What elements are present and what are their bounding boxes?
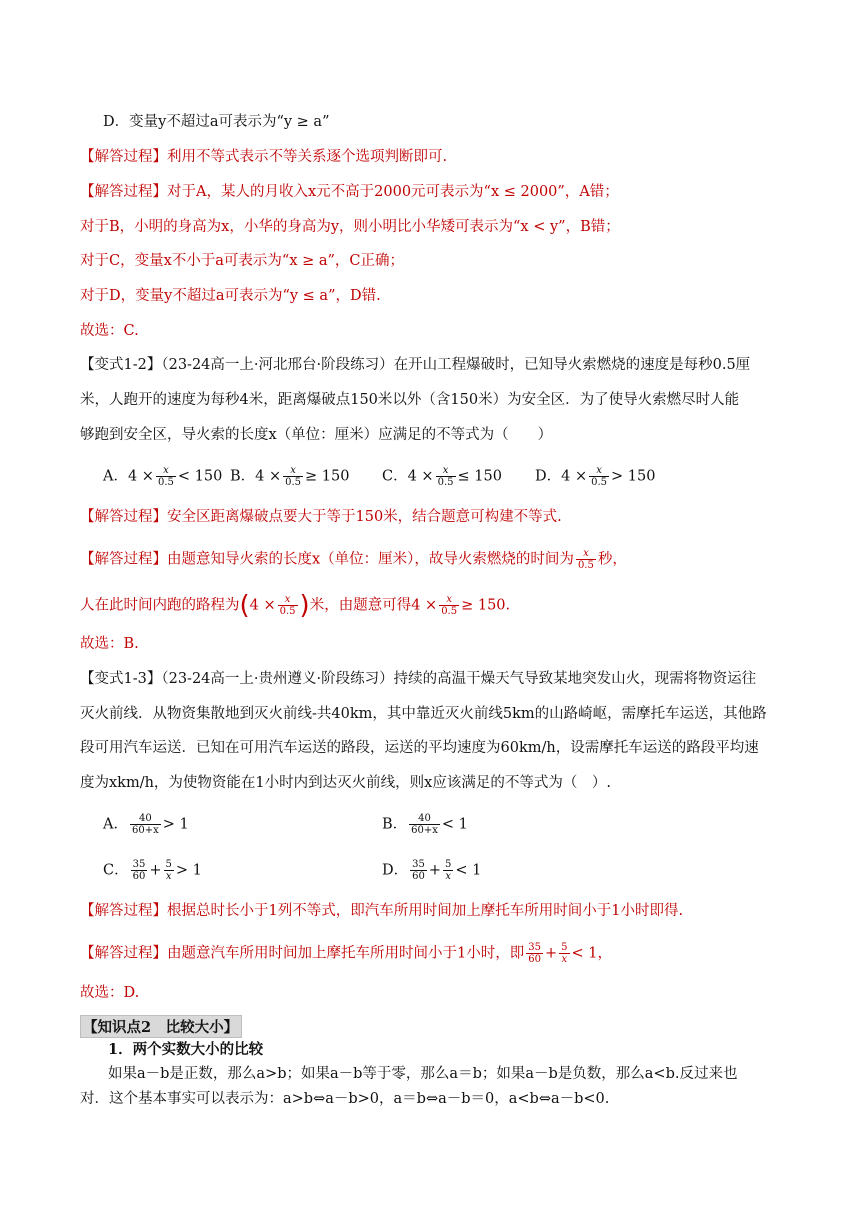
analysis-line-1: 【解答过程】利用不等式表示不等关系逐个选项判断即可. xyxy=(80,149,448,165)
fraction: $\frac{35}{60}$ xyxy=(412,859,425,882)
q3-option-b[interactable]: B． $\frac{40}{60+x}$ < 1 xyxy=(382,813,468,836)
fraction: $\frac{35}{60}$ xyxy=(132,859,146,882)
question-2-line-3: 够跑到安全区，导火索的长度x（单位：厘米）应满足的不等式为（ ） xyxy=(80,427,553,443)
solution-line-1c: 对于C，变量x不小于a可表示为“x ≥ a”，C正确； xyxy=(80,253,405,269)
fraction: $\frac{5}{x}$ xyxy=(445,859,452,882)
analysis-line-3: 【解答过程】根据总时长小于1列不等式，即汽车所用时间加上摩托车所用时间小于1小时即得. xyxy=(80,903,684,919)
solution-line-3: 【解答过程】由题意汽车所用时间加上摩托车所用时间小于1小时，即 $\frac{35}{60}$ + $\frac{5}{x}$ < 1， xyxy=(80,942,612,965)
fraction: $\frac{5}{x}$ xyxy=(165,859,172,882)
fraction: $\frac{40}{60+x}$ xyxy=(131,813,159,836)
fraction: $\frac{35}{60}$ xyxy=(528,942,541,965)
q3-option-d[interactable]: D． $\frac{35}{60}$ + $\frac{5}{x}$ < 1 xyxy=(382,859,482,882)
knowledge-point-paragraph-2: 对．这个基本事实可以表示为：a>b⇔a－b>0，a＝b⇔a－b＝0，a<b⇔a－b<0. xyxy=(80,1091,610,1107)
analysis-line-2: 【解答过程】安全区距离爆破点要大于等于150米，结合题意可构建不等式. xyxy=(80,509,562,525)
option-d-line: D．变量y不超过a可表示为“y ≥ a” xyxy=(103,114,330,130)
fraction: $\frac{x}{0.5}$ xyxy=(157,465,174,488)
question-3-line-2: 灭火前线．从物资集散地到灭火前线-共40km，其中靠近灭火前线5km的山路崎岖，需摩托车运送，其他路 xyxy=(80,706,767,722)
q2-option-a[interactable]: A．4 × $\frac{x}{0.5}$ < 150 xyxy=(103,465,223,488)
q3-option-a[interactable]: A． $\frac{40}{60+x}$ > 1 xyxy=(103,813,189,836)
q2-option-b[interactable]: B．4 × $\frac{x}{0.5}$ ≥ 150 xyxy=(230,465,350,488)
fraction: $\frac{x}{0.5}$ xyxy=(285,465,302,488)
solution-line-1a: 【解答过程】对于A，某人的月收入x元不高于2000元可表示为“x ≤ 2000”，A错； xyxy=(80,184,619,200)
q2-option-c[interactable]: C．4 × $\frac{x}{0.5}$ ≤ 150 xyxy=(382,465,502,488)
question-3-line-1: 【变式1-3】（23-24高一上·贵州遵义·阶段练习）持续的高温干燥天气导致某地突发山火，现需将物资运往 xyxy=(80,671,757,687)
fraction: $\frac{x}{0.5}$ xyxy=(279,594,296,617)
knowledge-point-title: 【知识点2 比较大小】 xyxy=(80,1015,242,1038)
question-2-line-2: 米，人跑开的速度为每秒4米，距离爆破点150米以外（含150米）为安全区．为了使导火索燃尽时人能 xyxy=(80,392,740,408)
solution-line-2a: 【解答过程】由题意知导火索的长度x（单位：厘米），故导火索燃烧的时间为 $\frac{x}{0.5}$ 秒， xyxy=(80,548,627,571)
fraction: $\frac{x}{0.5}$ xyxy=(591,465,608,488)
knowledge-point-paragraph-1: 如果a－b是正数，那么a>b；如果a－b等于零，那么a＝b；如果a－b是负数，那么a<b.反过来也 xyxy=(108,1066,738,1082)
q3-option-c[interactable]: C． $\frac{35}{60}$ + $\frac{5}{x}$ > 1 xyxy=(103,859,202,882)
knowledge-point-subtitle: 1．两个实数大小的比较 xyxy=(108,1041,264,1058)
solution-line-1d: 对于D，变量y不超过a可表示为“y ≤ a”，D错. xyxy=(80,288,381,304)
solution-line-2b: 人在此时间内跑的路程为(4 × $\frac{x}{0.5}$ )米，由题意可得4 × $\frac{x}{0.5}$ ≥ 150. xyxy=(80,590,511,621)
question-3-line-3: 段可用汽车运送．已知在可用汽车运送的路段，运送的平均速度为60km/h，设需摩托车运送的路段平均速 xyxy=(80,740,759,756)
answer-1: 故选：C. xyxy=(80,323,139,339)
q2-option-d[interactable]: D．4 × $\frac{x}{0.5}$ > 150 xyxy=(535,465,656,488)
answer-2: 故选：B. xyxy=(80,636,139,652)
fraction: $\frac{40}{60+x}$ xyxy=(411,813,438,836)
solution-line-1b: 对于B，小明的身高为x，小华的身高为y，则小明比小华矮可表示为“x < y”，B错； xyxy=(80,219,620,235)
answer-3: 故选：D. xyxy=(80,985,140,1001)
fraction: $\frac{x}{0.5}$ xyxy=(441,594,458,617)
fraction: $\frac{x}{0.5}$ xyxy=(437,465,454,488)
fraction: $\frac{x}{0.5}$ xyxy=(577,548,594,571)
question-3-line-4: 度为xkm/h，为使物资能在1小时内到达灭火前线，则x应该满足的不等式为（ ）. xyxy=(80,775,611,791)
fraction: $\frac{5}{x}$ xyxy=(561,942,568,965)
question-2-line-1: 【变式1-2】（23-24高一上·河北邢台·阶段练习）在开山工程爆破时，已知导火索燃烧的速度是每秒0.5厘 xyxy=(80,357,751,373)
